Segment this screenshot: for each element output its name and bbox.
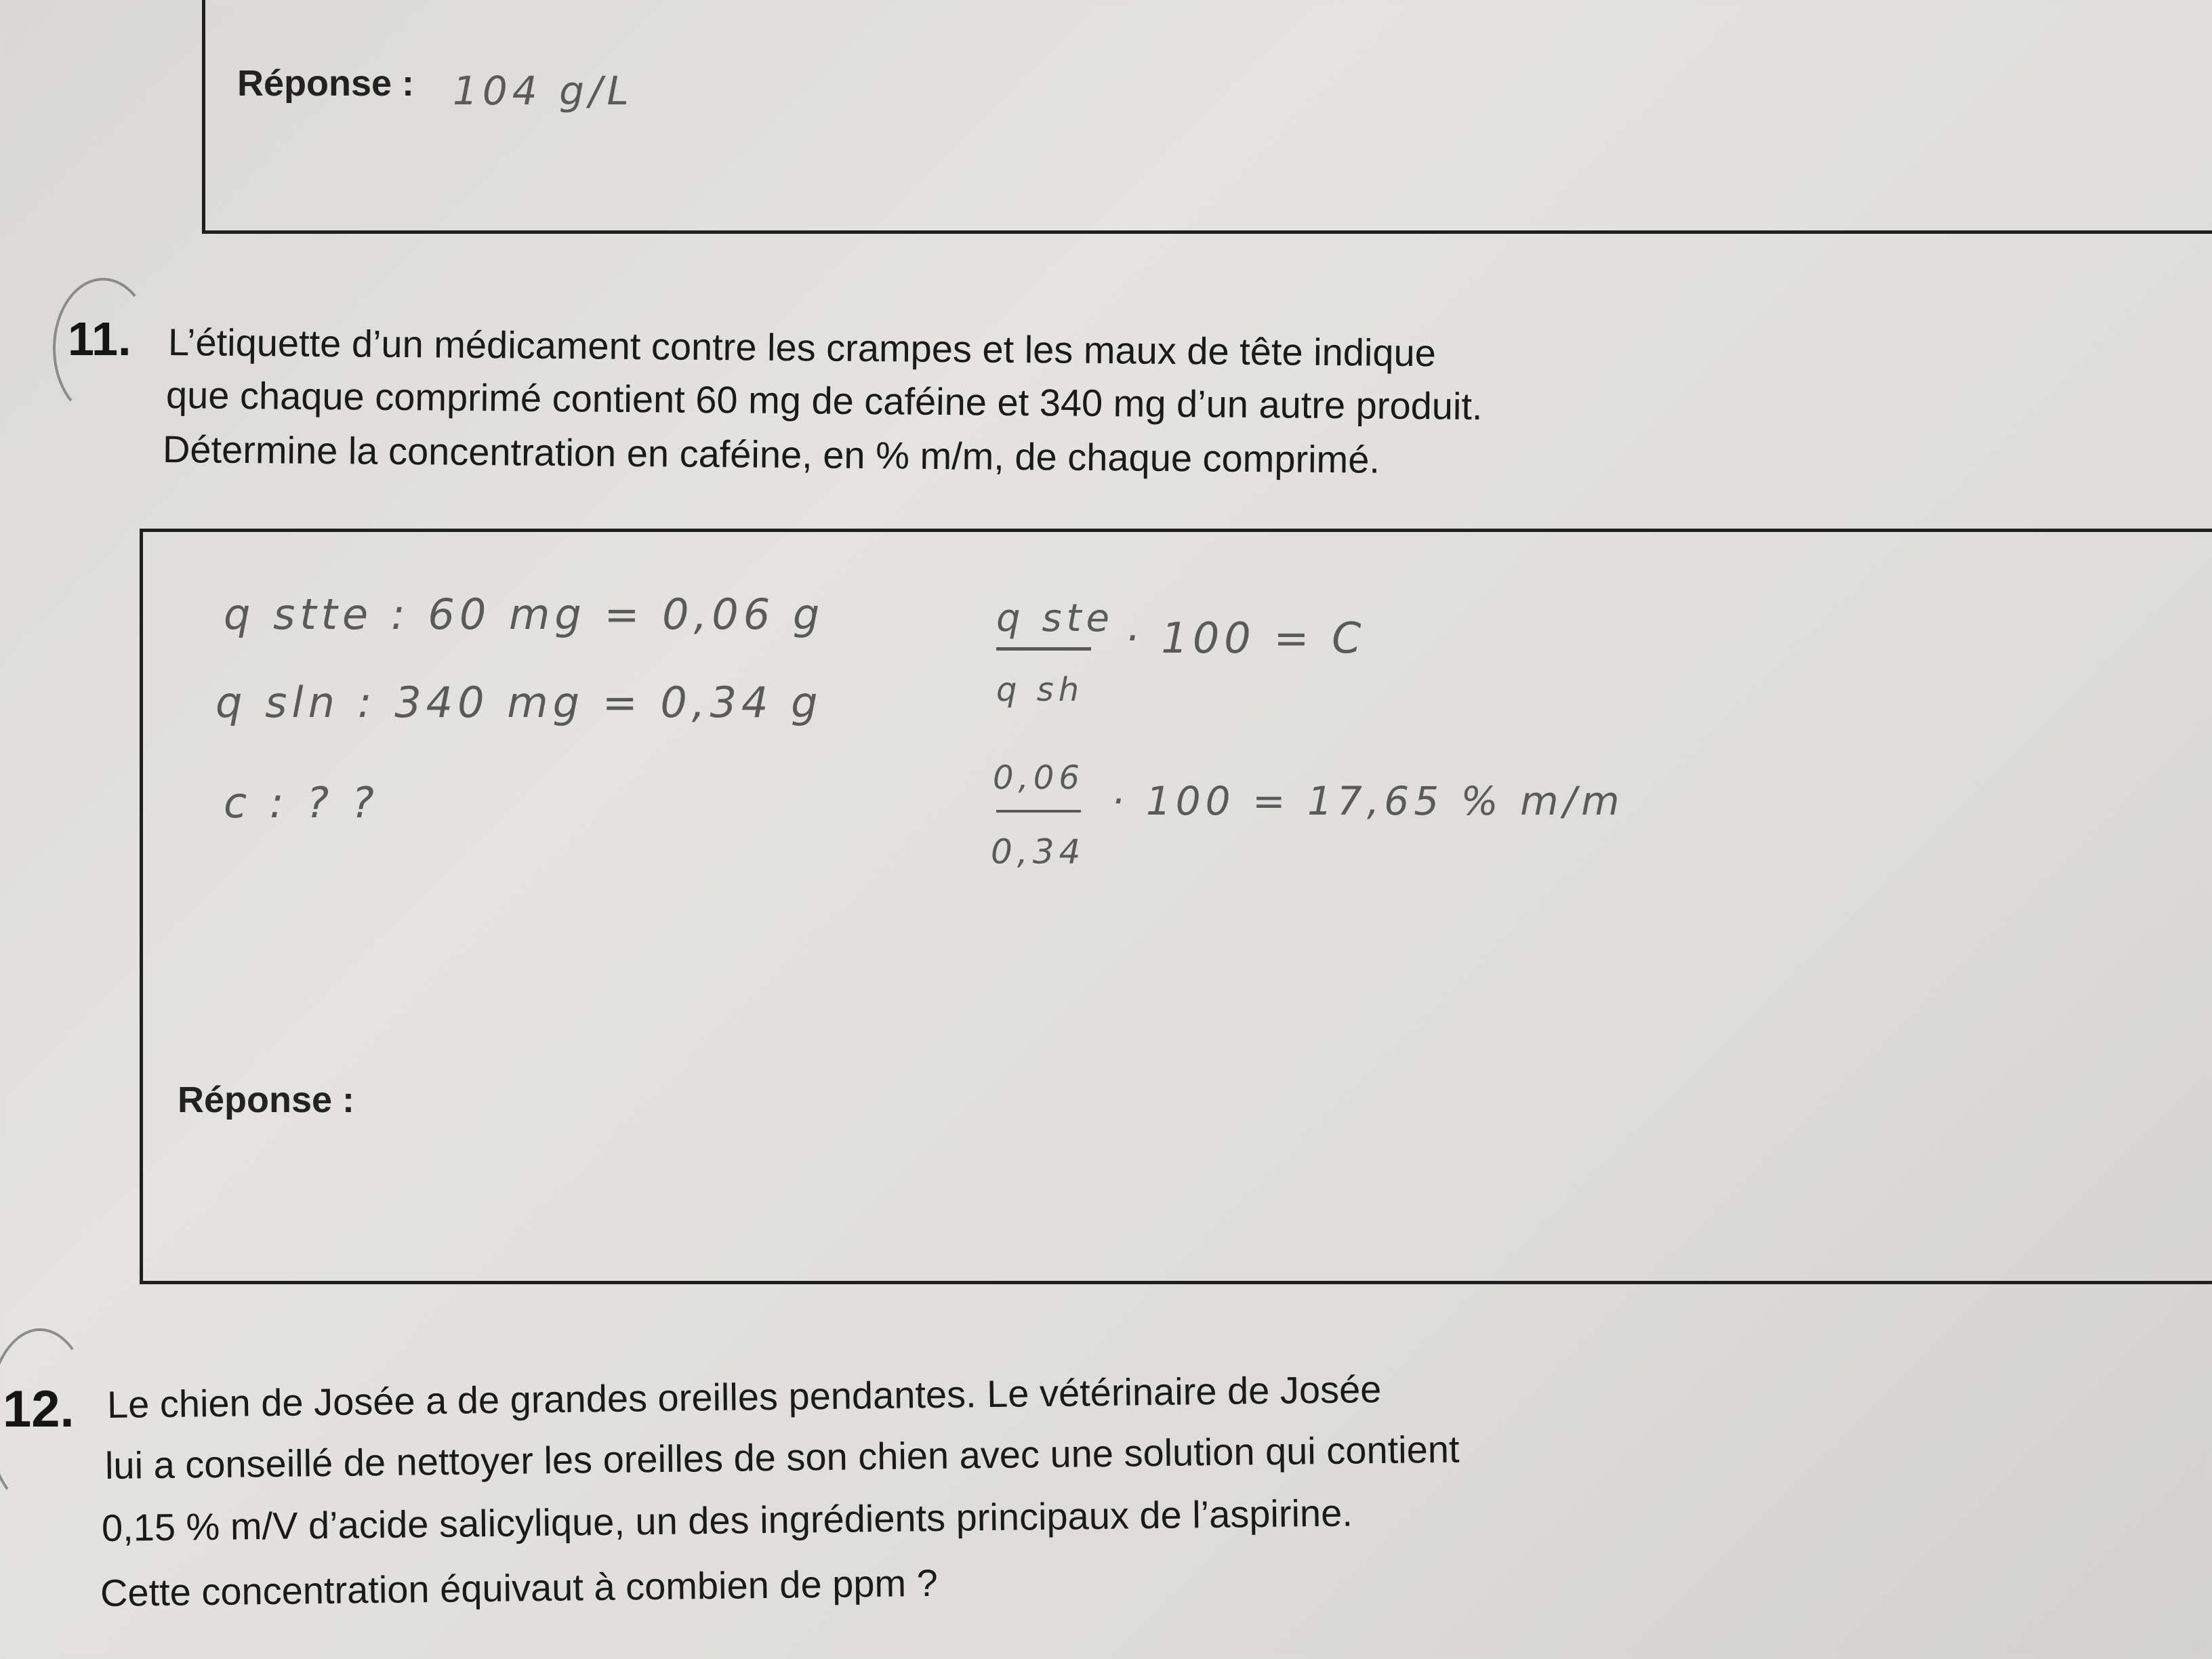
work-line-unknown: c : ? ? [224, 778, 379, 827]
previous-answer-handwritten: 104 g/L [453, 68, 634, 114]
question-11-line-1: L’étiquette d’un médicament contre les crampes et les maux de tête indique [167, 321, 1437, 375]
question-12-line-4: Cette concentration équivaut à combien de ppm ? [100, 1561, 939, 1614]
formula-denominator: q sh [996, 671, 1084, 709]
question-11-line-2: que chaque comprimé contient 60 mg de caféine et 340 mg d’un autre produit. [165, 373, 1483, 428]
question-12-line-2: lui a conseillé de nettoyer les oreilles de son chien avec une solution qui contient [104, 1427, 1460, 1487]
formula-numerator: q ste [996, 596, 1114, 640]
formula-rest: · 100 = C [1125, 613, 1366, 663]
work-line-solution-mass: q sln : 340 mg = 0,34 g [216, 678, 823, 727]
calc-fraction-bar [996, 810, 1081, 813]
calc-numerator: 0,06 [993, 759, 1084, 797]
work-line-solute-mass: q stte : 60 mg = 0,06 g [224, 590, 825, 639]
previous-answer-label: Réponse : [237, 63, 415, 104]
question-11-number: 11. [68, 312, 131, 365]
calc-result: · 100 = 17,65 % m/m [1111, 778, 1624, 824]
previous-answer-box [202, 0, 2212, 234]
question-11-line-3: Détermine la concentration en caféine, en % m/m, de chaque comprimé. [162, 428, 1380, 481]
question-12-line-3: 0,15 % m/V d’acide salicylique, un des ingrédients principaux de l’aspirine. [101, 1491, 1353, 1549]
question-12-line-1: Le chien de Josée a de grandes oreilles pendantes. Le vétérinaire de Josée [106, 1368, 1382, 1426]
question-11-answer-label: Réponse : [178, 1080, 355, 1120]
calc-denominator: 0,34 [991, 832, 1086, 872]
formula-fraction-bar [996, 647, 1091, 651]
question-12-number: 12. [3, 1380, 75, 1438]
